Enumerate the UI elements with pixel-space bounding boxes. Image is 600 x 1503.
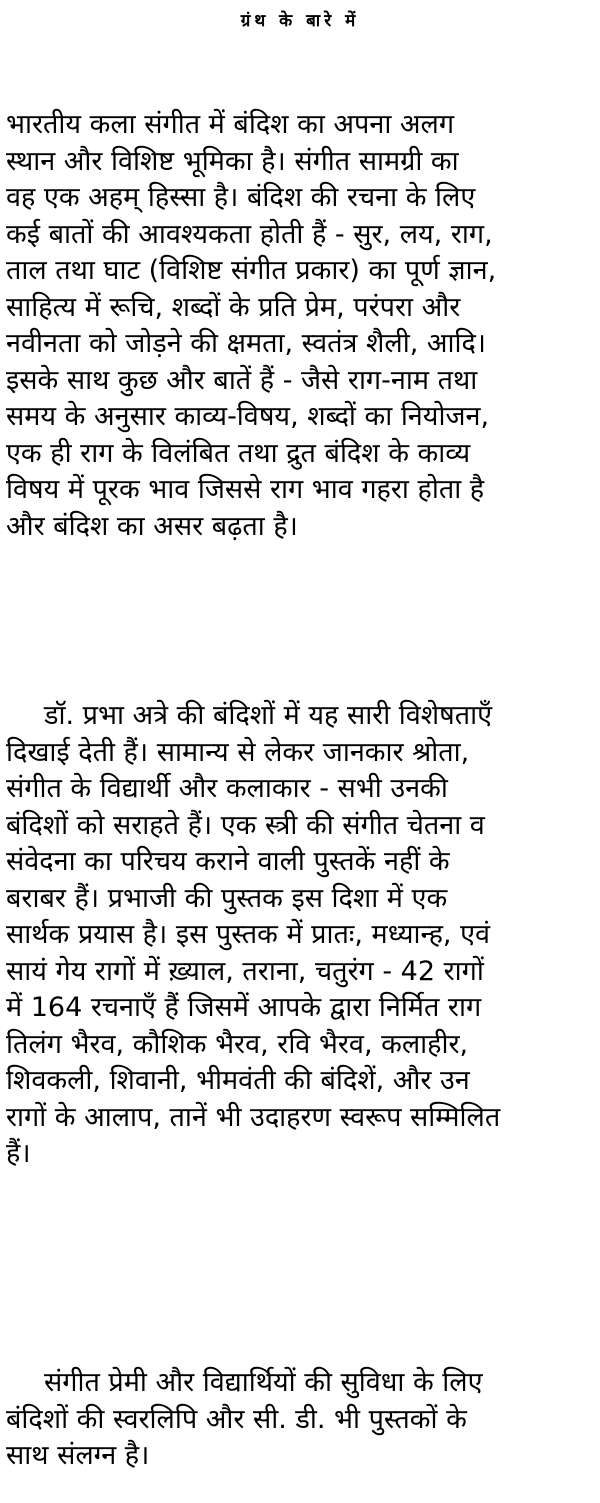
paragraph-line: डॉ. प्रभा अत्रे की बंदिशों में यह सारी विशेषताएँ (44, 700, 493, 731)
paragraph-line: स्थान और विशिष्ट भूमिका है। संगीत सामग्री का (6, 145, 459, 177)
paragraph-line: विषय में पूरक भाव जिससे राग भाव गहरा होता है (6, 474, 485, 505)
paragraph-line: साहित्य में रूचि, शब्दों के प्रति प्रेम, परंपरा और (6, 291, 461, 323)
paragraph-line: बराबर हैं। प्रभाजी की पुस्तक इस दिशा में एक (6, 882, 448, 914)
paragraph-line: भारतीय कला संगीत में बंदिश का अपना अलग (6, 109, 455, 140)
page-title: ग्रंथ के बारे में (240, 11, 360, 31)
paragraph-about-notation-cd (6, 1365, 594, 1475)
paragraph-line: सार्थक प्रयास है। इस पुस्तक में प्रातः, मध्यान्ह, एवं (6, 919, 491, 950)
paragraph-about-bandish (6, 107, 594, 545)
paragraph-line: दिखाई देती हैं। सामान्य से लेकर जानकार श्रोता, (6, 736, 470, 768)
paragraph-line: रागों के आलाप, तानें भी उदाहरण स्वरूप सम्मिलित (6, 1101, 501, 1133)
paragraph-line: संगीत प्रेमी और विद्यार्थियों की सुविधा के लिए (44, 1367, 483, 1398)
paragraph-line: एक ही राग के विलंबित तथा द्रुत बंदिश के काव्य (6, 437, 471, 469)
paragraph-line: कई बातों की आवश्यकता होती हैं - सुर, लय, राग, (6, 218, 493, 250)
paragraph-line: सायं गेय रागों में ख़्याल, तराना, चतुरंग - 42 रागों (6, 955, 484, 987)
paragraph-line: नवीनता को जोड़ने की क्षमता, स्वतंत्र शैली, आदि। (6, 328, 487, 359)
paragraph-line: तिलंग भैरव, कौशिक भैरव, रवि भैरव, कलाहीर, (6, 1028, 469, 1060)
paragraph-line: और बंदिश का असर बढ़ता है। (6, 510, 298, 542)
paragraph-line: ताल तथा घाट (विशिष्ट संगीत प्रकार) का पूर्ण ज्ञान, (6, 255, 497, 286)
paragraph-line: संगीत के विद्यार्थी और कलाकार - सभी उनकी (6, 773, 448, 804)
paragraph-line: बंदिशों को सराहते हैं। एक स्त्री की संगीत चेतना व (6, 809, 485, 841)
paragraph-line: साथ संलग्न है। (6, 1440, 150, 1471)
paragraph-line: इसके साथ कुछ और बातें हैं - जैसे राग-नाम तथा (6, 364, 478, 396)
paragraph-about-prabha-atre (6, 698, 594, 1173)
paragraph-line: में 164 रचनाएँ हैं जिसमें आपके द्वारा निर्मित राग (6, 992, 482, 1023)
paragraph-line: हैं। (6, 1138, 31, 1169)
paragraph-line: संवेदना का परिचय कराने वाली पुस्तकें नहीं के (6, 846, 450, 877)
paragraph-line: बंदिशों की स्वरलिपि और सी. डी. भी पुस्तकों के (6, 1403, 467, 1435)
paragraph-line: वह एक अहम् हिस्सा है। बंदिश की रचना के लिए (6, 182, 476, 213)
paragraph-line: शिवकली, शिवानी, भीमवंती की बंदिशें, और उन (6, 1065, 470, 1096)
paragraph-line: समय के अनुसार काव्य-विषय, शब्दों का नियोजन, (6, 401, 490, 432)
